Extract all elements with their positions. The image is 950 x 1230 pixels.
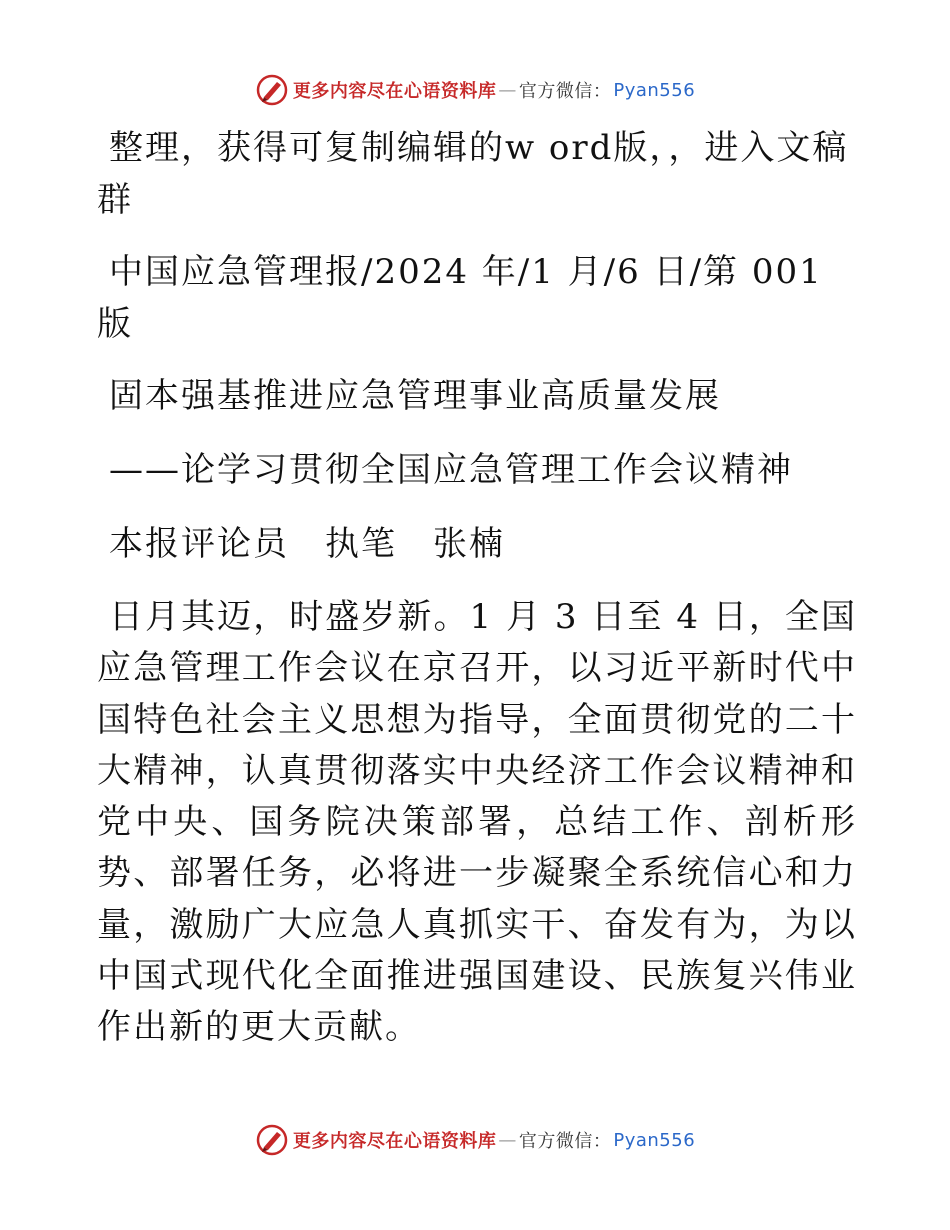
watermark-wechat-label: 官方微信： (518, 81, 612, 102)
article-title: 固本强基推进应急管理事业高质量发展 (109, 376, 721, 416)
intro-note: 整理，获得可复制编辑的w ord版，，进入文稿群 (97, 128, 849, 220)
article-subtitle: ——论学习贯彻全国应急管理工作会议精神 (109, 450, 793, 490)
body-paragraph: 日月其迈，时盛岁新。1 月 3 日至 4 日，全国应急管理工作会议在京召开，以习近平新时代中国特色社会主义思想为指导，全面贯彻党的二十大精神，认真贯彻落实中央经济工作会议精神和党中央、国务院决策部署，总结工作、剖析形势、部署任务，必将进一步凝聚全系统信心和力量，激励广大应急人真抓实干、奋发有为，为以中国式现代化全面推进强国建设、民族复兴伟业作出新的更大贡献。 (97, 597, 857, 1048)
watermark-wechat-id: Pyan556 (613, 1129, 696, 1151)
watermark-wechat-label: 官方微信： (518, 1131, 612, 1152)
document-body (97, 122, 857, 1054)
pen-logo-icon (255, 1123, 289, 1157)
watermark-banner-top (0, 70, 950, 110)
watermark-slogan: 更多内容尽在心语资料库 (292, 1131, 497, 1152)
byline: 本报评论员 执笔 张楠 (109, 524, 505, 564)
watermark-wechat-id: Pyan556 (613, 79, 696, 101)
watermark-banner-bottom (0, 1120, 950, 1160)
pen-logo-icon (255, 73, 289, 107)
source-line: 中国应急管理报/2024 年/1 月/6 日/第 001 版 (97, 252, 823, 344)
watermark-separator: — (498, 79, 517, 101)
watermark-separator: — (498, 1129, 517, 1151)
watermark-slogan: 更多内容尽在心语资料库 (292, 81, 497, 102)
